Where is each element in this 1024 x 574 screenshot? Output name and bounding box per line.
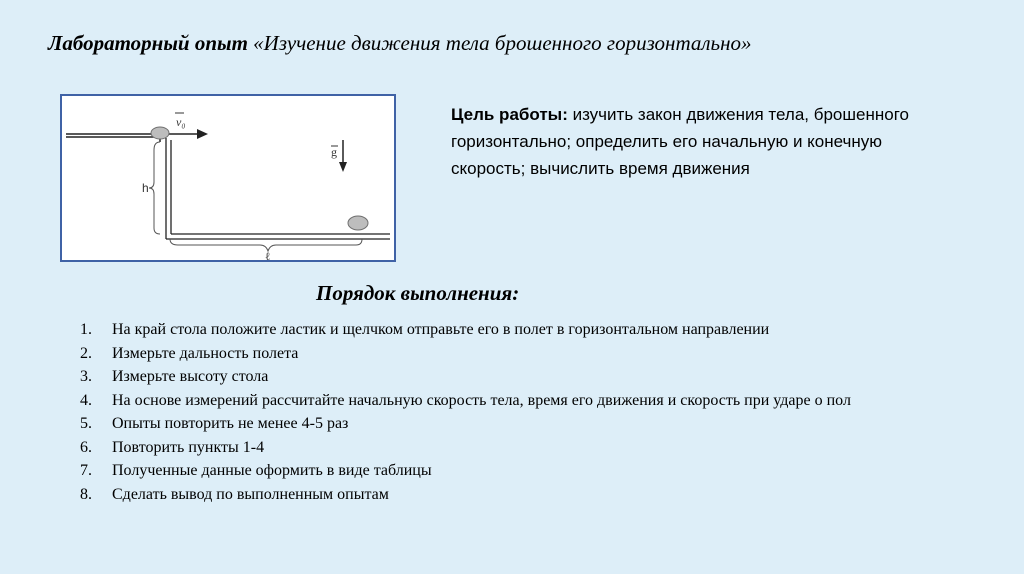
step-number: 7. — [80, 462, 92, 479]
step-text: На основе измерений рассчитайте начальную скорость тела, время его движения и скорость при ударе о пол — [112, 391, 851, 409]
procedure-title: Порядок выполнения: — [316, 281, 520, 305]
step-text: Измерьте дальность полета — [112, 344, 299, 362]
step-text: Измерьте высоту стола — [112, 368, 269, 385]
list-item — [80, 459, 980, 483]
step-text: Повторить пункты 1-4 — [112, 438, 265, 456]
distance-brace — [170, 239, 362, 251]
title-rest: «Изучение движения тела брошенного горизонтально» — [247, 31, 752, 55]
list-item — [80, 436, 980, 460]
list-item — [80, 483, 980, 507]
list-item — [80, 412, 980, 436]
goal-text: изучить закон движения тела, брошенного горизонтально; определить его начальную и конечную скорость; вычислить время движения — [451, 105, 909, 178]
step-text: На край стола положите ластик и щелчком отправьте его в полет в горизонтальном направлении — [112, 321, 770, 338]
gravity-arrowhead — [339, 162, 347, 172]
step-number: 1. — [80, 321, 92, 338]
distance-label: ℓ — [265, 251, 271, 260]
ball-end — [348, 216, 368, 230]
procedure-list — [80, 318, 980, 506]
ball-start — [151, 127, 169, 139]
velocity-label: v₀ — [176, 115, 186, 129]
list-item — [80, 365, 980, 389]
height-brace — [149, 142, 160, 234]
step-number: 5. — [80, 415, 92, 432]
step-number: 3. — [80, 368, 92, 385]
step-number: 6. — [80, 438, 92, 456]
goal-label: Цель работы: — [451, 105, 568, 124]
list-item — [80, 342, 980, 366]
step-text: Опыты повторить не менее 4-5 раз — [112, 415, 349, 432]
list-item — [80, 318, 980, 342]
step-number: 4. — [80, 391, 92, 409]
experiment-diagram — [60, 94, 396, 262]
step-number: 2. — [80, 344, 92, 362]
title-bold: Лабораторный опыт — [48, 31, 248, 55]
step-text: Полученные данные оформить в виде таблицы — [112, 462, 432, 479]
step-text: Сделать вывод по выполненным опытам — [112, 485, 389, 503]
list-item — [80, 389, 980, 413]
velocity-arrowhead — [197, 129, 208, 139]
page-title — [48, 31, 752, 56]
step-number: 8. — [80, 485, 92, 503]
diagram-svg — [62, 96, 394, 260]
height-label: h — [142, 181, 149, 195]
goal-paragraph — [451, 101, 931, 182]
gravity-label: g — [331, 145, 337, 159]
